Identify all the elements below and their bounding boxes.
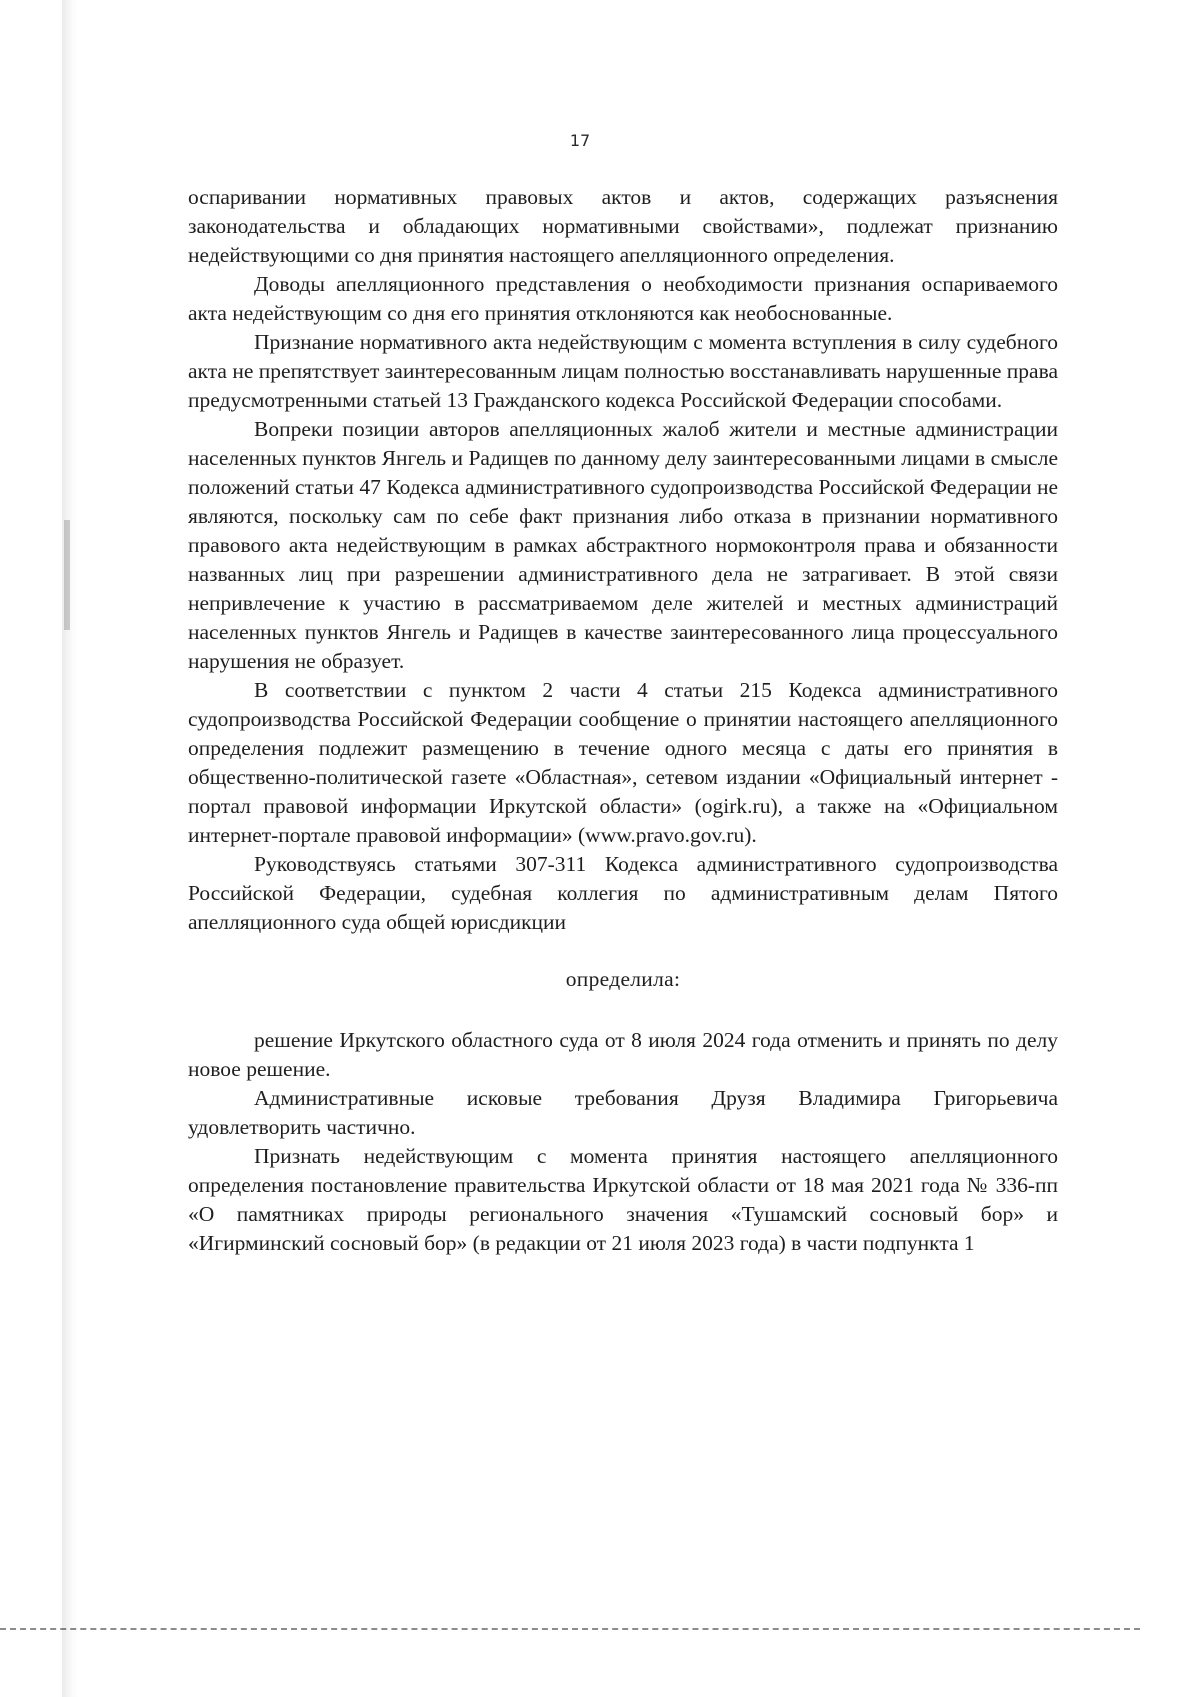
- paragraph-continuation: оспаривании нормативных правовых актов и актов, содержащих разъяснения законодательства и обладающих нормативными свойствами», подлежат признанию недействующими со дня принятия настоящего апелляционного определения.: [188, 185, 1058, 267]
- paragraph-decision-cancel: решение Иркутского областного суда от 8 июля 2024 года отменить и принять по делу новое решение.: [188, 1028, 1058, 1081]
- paragraph-appeal-arguments: Доводы апелляционного представления о необходимости признания оспариваемого акта недействующим со дня его принятия отклоняются как необоснованные.: [188, 272, 1058, 325]
- paragraph-claims-satisfied: Административные исковые требования Друзя Владимира Григорьевича удовлетворить частично.: [188, 1086, 1058, 1139]
- scan-shadow-edge: [62, 0, 78, 1697]
- ruling-heading: определила:: [565, 967, 681, 991]
- paragraph-publication: В соответствии с пунктом 2 части 4 статьи 215 Кодекса административного судопроизводства Российской Федерации сообщение о принятии настоящего апелляционного определения подлежит размещению в течение одного месяца с даты его принятия в общественно-политической газете «Областная», сетевом издании «Официальный интернет - портал правовой информации Иркутской области» (ogirk.ru), а также на «Официальном интернет-портале правовой информации» (www.pravo.gov.ru).: [188, 678, 1058, 847]
- footer-rule: [0, 1628, 1140, 1630]
- paragraph-guided-by: Руководствуясь статьями 307-311 Кодекса административного судопроизводства Российской Федерации, судебная коллегия по административным делам Пятого апелляционного суда общей юрисдикции: [188, 852, 1058, 934]
- paragraph-recognition: Признание нормативного акта недействующим с момента вступления в силу судебного акта не препятствует заинтересованным лицам полностью восстанавливать нарушенные права предусмотренными статьей 13 Гражданского кодекса Российской Федерации способами.: [188, 330, 1058, 412]
- document-body: [188, 183, 1058, 1258]
- scan-binding-mark: [64, 520, 70, 630]
- paragraph-interested-parties: Вопреки позиции авторов апелляционных жалоб жители и местные администрации населенных пунктов Янгель и Радищев по данному делу заинтересованными лицами в смысле положений статьи 47 Кодекса административного судопроизводства Российской Федерации не являются, поскольку сам по себе факт признания либо отказа в признании нормативного правового акта недействующим в рамках абстрактного нормоконтроля права и обязанности названных лиц при разрешении административного дела не затрагивает. В этой связи непривлечение к участию в рассматриваемом деле жителей и местных администраций населенных пунктов Янгель и Радищев в качестве заинтересованного лица процессуального нарушения не образует.: [188, 417, 1058, 673]
- page-number: 17: [569, 131, 591, 150]
- paragraph-declare-invalid: Признать недействующим с момента принятия настоящего апелляционного определения постановление правительства Иркутской области от 18 мая 2021 года № 336-пп «О памятниках природы регионального значения «Тушамский сосновый бор» и «Игирминский сосновый бор» (в редакции от 21 июля 2023 года) в части подпункта 1: [188, 1144, 1058, 1255]
